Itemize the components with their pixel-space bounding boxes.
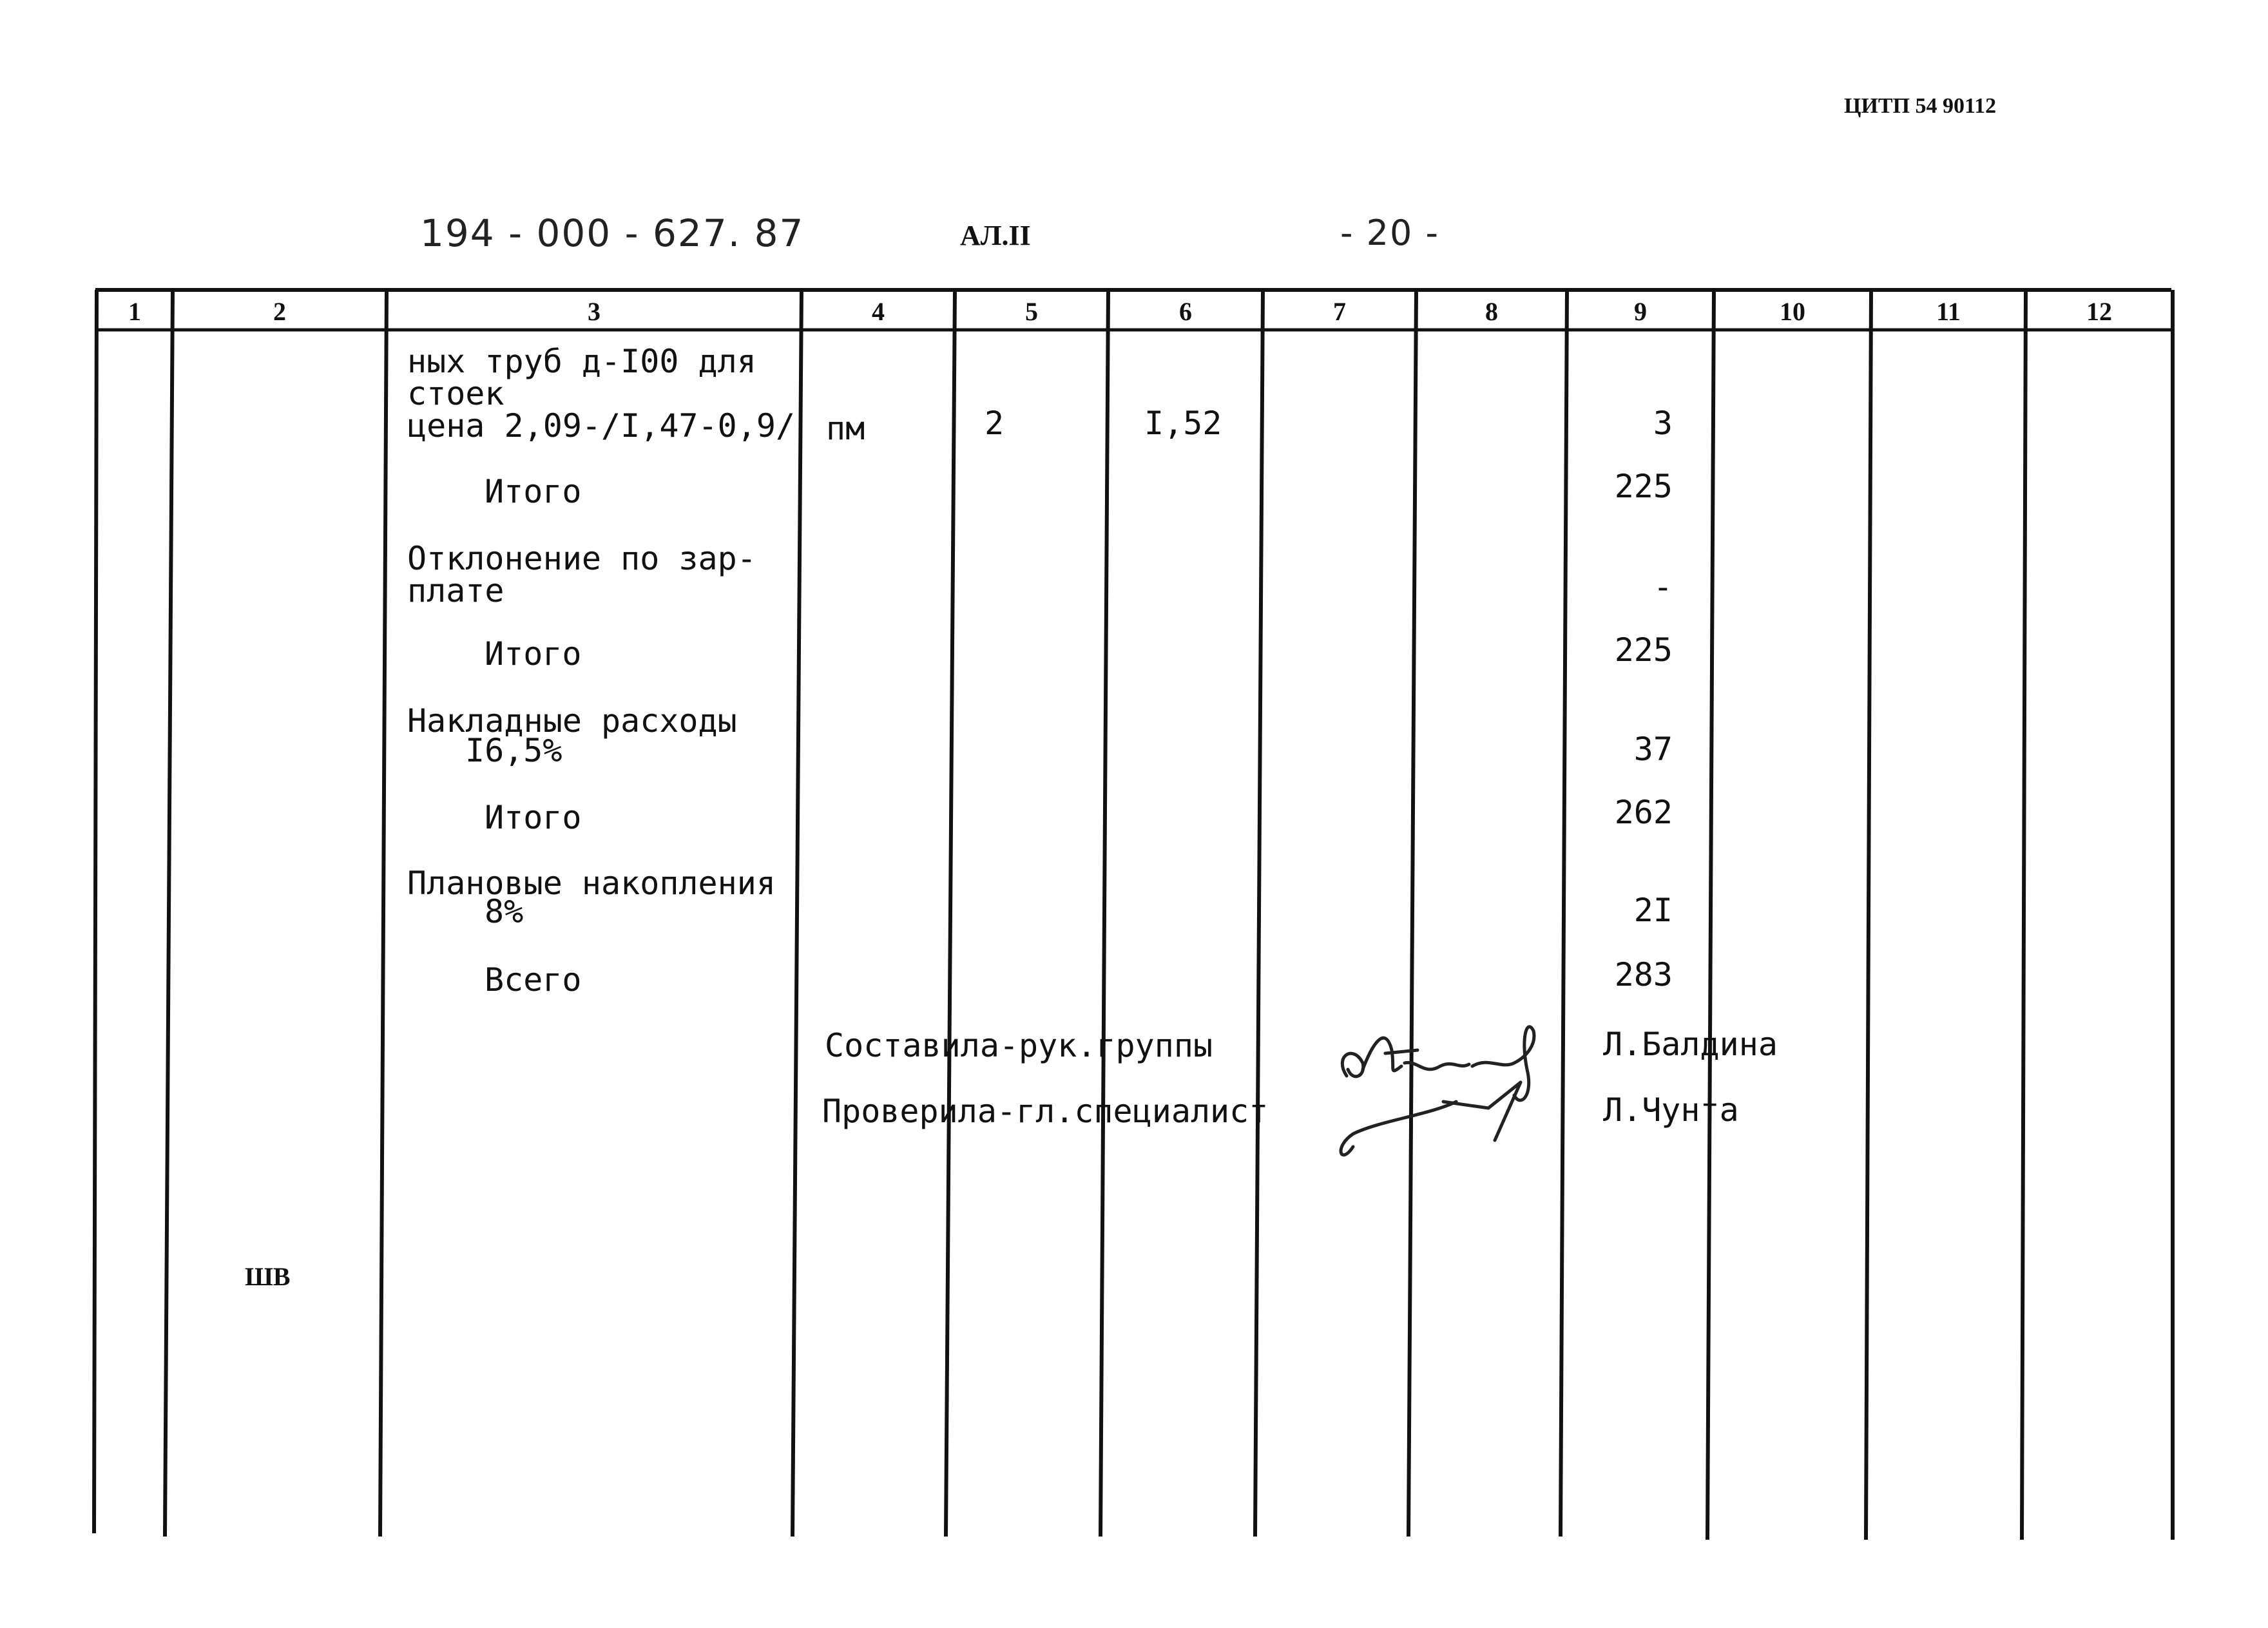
row5-description-line1: Накладные расходы [407, 702, 737, 740]
document-stamp: ЦИТП 54 90112 [1844, 94, 1997, 118]
row2-total: 225 [1614, 468, 1673, 505]
column-number-4: 4 [872, 297, 885, 326]
row6-description: Итого [485, 799, 582, 836]
row3-description-line1: Отклонение по зар- [407, 540, 756, 577]
column-number-5: 5 [1025, 297, 1038, 326]
row7-description-line1: Плановые накопления [407, 865, 776, 902]
row2-description: Итого [485, 473, 582, 510]
column-number-2: 2 [273, 297, 286, 326]
row1-description-line3: цена 2,09-/I,47-0,9/ [407, 407, 796, 445]
row3-total: - [1653, 568, 1673, 606]
row7-description-line2: 8% [485, 893, 524, 930]
compiled-by-name: Л.Балдина [1603, 1026, 1778, 1063]
column-number-7: 7 [1333, 297, 1346, 326]
row6-total: 262 [1614, 794, 1673, 831]
sheet-label: АЛ.II [960, 220, 1031, 251]
row4-total: 225 [1614, 631, 1673, 669]
column-number-1: 1 [128, 297, 141, 326]
row5-total: 37 [1633, 731, 1673, 768]
row1-unit: пм [826, 410, 865, 447]
column-number-6: 6 [1179, 297, 1192, 326]
column-number-8: 8 [1485, 297, 1498, 326]
handwritten-signatures [1327, 1005, 1585, 1173]
column-number-12: 12 [2086, 297, 2112, 326]
row8-description: Всего [485, 961, 582, 999]
row3-description-line2: плате [407, 572, 505, 609]
column-number-10: 10 [1780, 297, 1805, 326]
column-number-11: 11 [1936, 297, 1961, 326]
footer-mark: ШВ [245, 1262, 291, 1291]
checked-by-label: Проверила-гл.специалист [822, 1093, 1269, 1130]
row1-quantity: 2 [985, 405, 1004, 442]
document-number: 194 - 000 - 627. 87 [420, 211, 805, 255]
page-number: - 20 - [1340, 213, 1440, 253]
row1-unit-price: I,52 [1144, 405, 1222, 442]
row1-total: 3 [1653, 405, 1673, 442]
row7-total: 2I [1633, 892, 1673, 929]
checked-by-name: Л.Чунта [1603, 1091, 1739, 1129]
row5-description-line2: I6,5% [465, 732, 562, 769]
row1-description-line1: ных труб д-I00 для [407, 343, 756, 380]
row4-description: Итого [485, 635, 582, 673]
column-number-3: 3 [588, 297, 601, 326]
row8-total: 283 [1614, 956, 1673, 993]
row1-description-line2: стоек [407, 375, 505, 412]
column-number-9: 9 [1634, 297, 1647, 326]
compiled-by-label: Составила-рук.группы [825, 1027, 1213, 1064]
